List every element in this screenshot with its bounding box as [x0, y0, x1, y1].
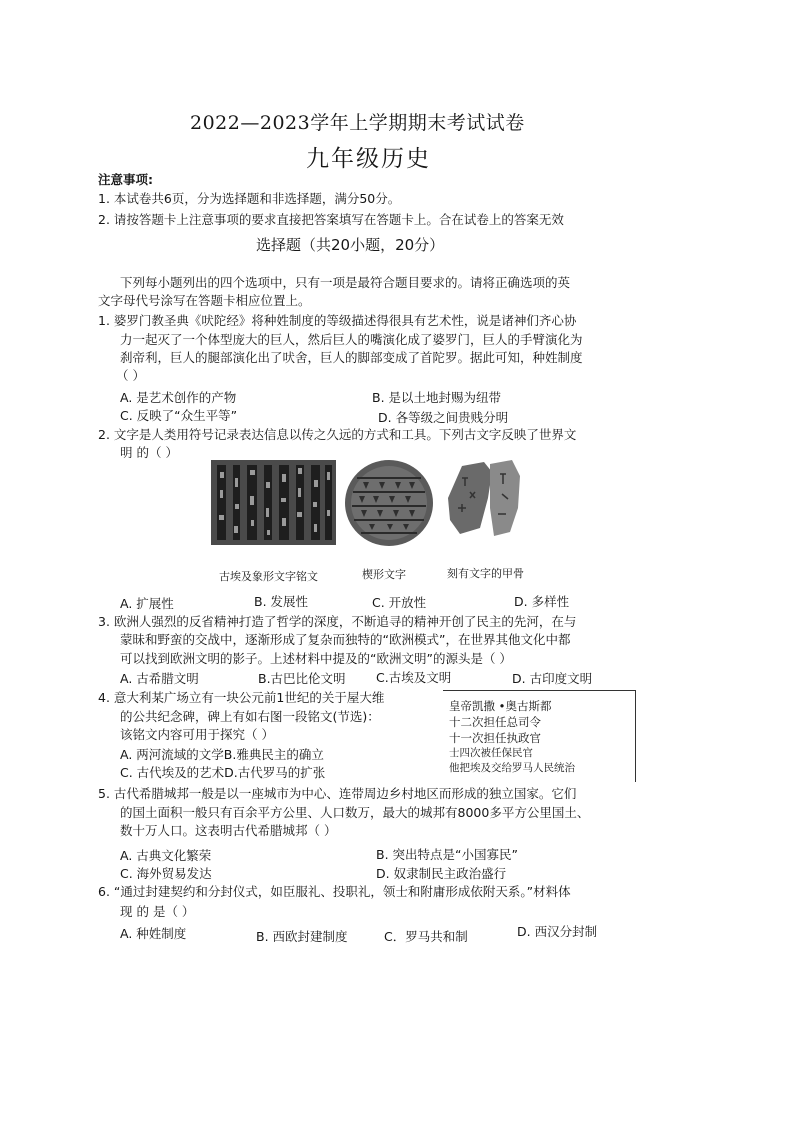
- q6-option-d: D. 西汉分封制: [517, 924, 598, 939]
- q6-stem-line-1: 6. “通过封建契约和分封仪式，如臣服礼、投职礼，领士和附庸形成依附天系。”材料体: [98, 884, 571, 899]
- q1-stem-line-3: 刹帝利，巨人的腿部演化出了吠舍，巨人的脚部变成了首陀罗。据此可知，种姓制度: [120, 350, 583, 365]
- q2-option-c: C. 开放性: [372, 595, 427, 610]
- inscription-line-1: 皇帝凯撒 •奥古斯都: [449, 699, 552, 713]
- q4-stem-line-1: 4. 意大利某广场立有一块公元前1世纪的关于屋大维: [98, 690, 385, 705]
- subject-title: 九年级历史: [306, 146, 431, 172]
- notice-item-1: 1. 本试卷共6页，分为选择题和非选择题，满分50分。: [98, 191, 401, 206]
- inscription-line-3: 十一次担任执政官: [449, 731, 541, 745]
- q2-stem-line-1: 2. 文字是人类用符号记录表达信息以传之久远的方式和工具。下列古文字反映了世界文: [98, 427, 577, 442]
- q5-stem-line-3: 数十万人口。这表明古代希腊城邦（ ）: [120, 823, 337, 838]
- section-title: 选择题（共20小题，20分）: [256, 236, 445, 254]
- notice-item-2: 2. 请按答题卡上注意事项的要求直接把答案填写在答题卡上。合在试卷上的答案无效: [98, 212, 564, 227]
- q3-stem-line-1: 3. 欧洲人强烈的反省精神打造了哲学的深度，不断追寻的精神开创了民主的先河，在与: [98, 614, 577, 629]
- q5-option-a: A. 古典文化繁荣: [120, 848, 212, 863]
- q3-option-a: A. 古希腊文明: [120, 671, 199, 686]
- inscription-line-4: 士四次被任保民官: [449, 747, 533, 759]
- q4-stem-line-2: 的公共纪念碑，碑上有如右图一段铭文(节选)：: [120, 709, 380, 724]
- q4-stem-line-3: 该铭文内容可用于探究（ ）: [120, 727, 274, 742]
- inscription-line-2: 十二次担任总司令: [449, 715, 541, 729]
- q5-option-d: D. 奴隶制民主政治盛行: [376, 866, 507, 881]
- q3-option-d: D. 古印度文明: [512, 671, 593, 686]
- q5-stem-line-2: 的国土面积一般只有百余平方公里、人口数万，最大的城邦有8000多平方公里国土、: [120, 805, 590, 820]
- q2-option-d: D. 多样性: [514, 594, 570, 609]
- q1-stem-line-1: 1. 婆罗门教圣典《吠陀经》将种姓制度的等级描述得很具有艺术性，说是诸神们齐心协: [98, 313, 577, 328]
- q1-answer-blank: （ ）: [116, 368, 145, 383]
- inscription-line-5: 他把埃及交给罗马人民统治: [449, 762, 575, 774]
- q1-stem-line-2: 力一起灭了一个体型庞大的巨人，然后巨人的嘴演化成了婆罗门，巨人的手臂演化为: [120, 332, 583, 347]
- notice-heading: 注意事项:: [98, 172, 153, 187]
- q1-option-c: C. 反映了“众生平等”: [120, 408, 238, 423]
- q3-option-c: C.古埃及文明: [376, 670, 452, 685]
- q6-option-a: A. 种姓制度: [120, 926, 187, 941]
- exam-title: 2022—2023学年上学期期末考试试卷: [190, 112, 525, 134]
- q3-stem-line-2: 蒙昧和野蛮的交战中，逐渐形成了复杂而独特的“欧洲模式”，在世界其他文化中都: [120, 632, 571, 647]
- section-instruction-1: 下列每小题列出的四个选项中，只有一项是最符合题目要求的。请将正确选项的英: [120, 275, 571, 290]
- q2-caption-3: 刻有文字的甲骨: [447, 567, 524, 580]
- q3-option-b: B.古巴比伦文明: [258, 671, 346, 686]
- q2-option-a: A. 扩展性: [120, 596, 174, 611]
- q5-option-c: C. 海外贸易发达: [120, 866, 212, 881]
- q3-stem-line-3: 可以找到欧洲文明的影子。上述材料中提及的“欧洲文明”的源头是（ ）: [120, 651, 512, 666]
- q4-options-c-d: C. 古代埃及的艺术D.古代罗马的扩张: [120, 765, 326, 780]
- egyptian-hieroglyph-image: [211, 460, 336, 545]
- q2-caption-2: 楔形文字: [362, 568, 406, 581]
- q6-stem-line-2: 现 的 是（ ）: [120, 904, 195, 919]
- q4-options-a-b: A. 两河流域的文学B.雅典民主的确立: [120, 747, 324, 762]
- q6-option-c: C．罗马共和制: [384, 929, 468, 944]
- q1-option-b: B. 是以土地封赐为纽带: [372, 390, 502, 405]
- q2-caption-1: 古埃及象形文字铭文: [219, 570, 318, 583]
- inscription-box: [443, 690, 636, 782]
- q5-stem-line-1: 5. 古代希腊城邦一般是以一座城市为中心、连带周边乡村地区而形成的独立国家。它们: [98, 786, 577, 801]
- q6-option-b: B. 西欧封建制度: [256, 929, 348, 944]
- section-instruction-2: 文字母代号涂写在答题卡相应位置上。: [98, 293, 311, 308]
- q2-stem-line-2: 明 的（ ）: [120, 445, 178, 460]
- cuneiform-tablet-image: [343, 458, 435, 548]
- q1-option-d: D. 各等级之间贵贱分明: [378, 410, 509, 425]
- q2-option-b: B. 发展性: [254, 594, 309, 609]
- oracle-bone-image: [440, 458, 522, 540]
- q5-option-b: B. 突出特点是“小国寡民”: [376, 847, 518, 862]
- q1-option-a: A. 是艺术创作的产物: [120, 390, 237, 405]
